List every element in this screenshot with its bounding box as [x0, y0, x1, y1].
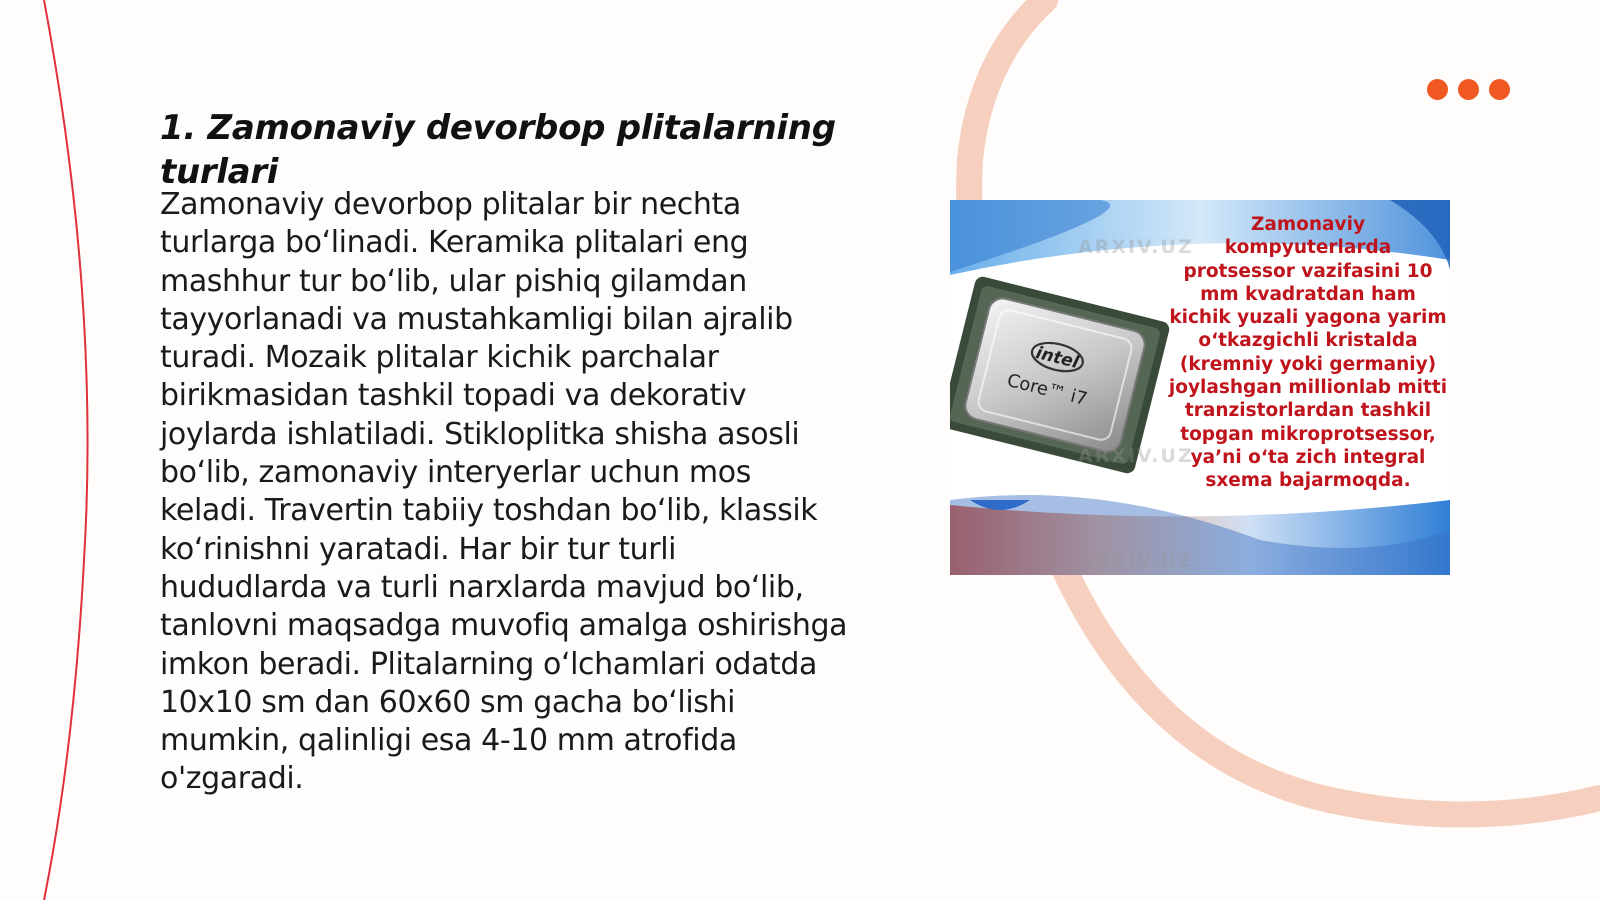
dot-icon: [1458, 79, 1479, 100]
svg-text:Core™ i7: Core™ i7: [1004, 369, 1090, 411]
slide-title: 1. Zamonaviy devorbop plitalarning turlari: [160, 108, 836, 192]
processor-figure: [950, 200, 1450, 575]
dot-icon: [1489, 79, 1510, 100]
watermark-text: ARXIV.UZ: [1078, 236, 1194, 258]
svg-text:intel: intel: [1033, 343, 1081, 373]
orange-dots: [1427, 79, 1510, 100]
watermark-text: ARXIV.UZ: [1078, 445, 1194, 467]
red-curve-line: [44, 0, 88, 900]
watermark-text: ARXIV.UZ: [1078, 550, 1194, 572]
slide-body-text: Zamonaviy devorbop plitalar bir nechta turlarga bo‘linadi. Keramika plitalari eng mashhur tur bo‘lib, ular pishiq gilamdan tayyorlanadi va mustahkamligi bilan ajralib turadi. Mozaik plitalar kichik parchalar birikmasidan tashkil topadi va dekorativ joylarda ishlatiladi. Stikloplitka shisha asosli bo‘lib, zamonaviy interyerlar uchun mos keladi. Travertin tabiiy toshdan bo‘lib, klassik ko‘rinishni yaratadi. Har bir tur turli hududlarda va turli narxlarda mavjud bo‘lib, tanlovni maqsadga muvofiq amalga oshirishga imkon beradi. Plitalarning o‘lchamlari odatda 10x10 sm dan 60x60 sm gacha bo‘lishi mumkin, qalinligi esa 4-10 mm atrofida o'zgaradi.: [160, 187, 848, 797]
figure-caption: Zamonaviy kompyuterlarda protsessor vazifasini 10 mm kvadratdan ham kichik yuzali yagona yarim o‘tkazgichli kristalda (kremniy yoki germaniy) joylashgan millionlab mitti tranzistorlardan tashkil topgan mikroprotsessor, ya’ni o‘ta zich integral sxema bajarmoqda.: [1168, 214, 1448, 492]
dot-icon: [1427, 79, 1448, 100]
